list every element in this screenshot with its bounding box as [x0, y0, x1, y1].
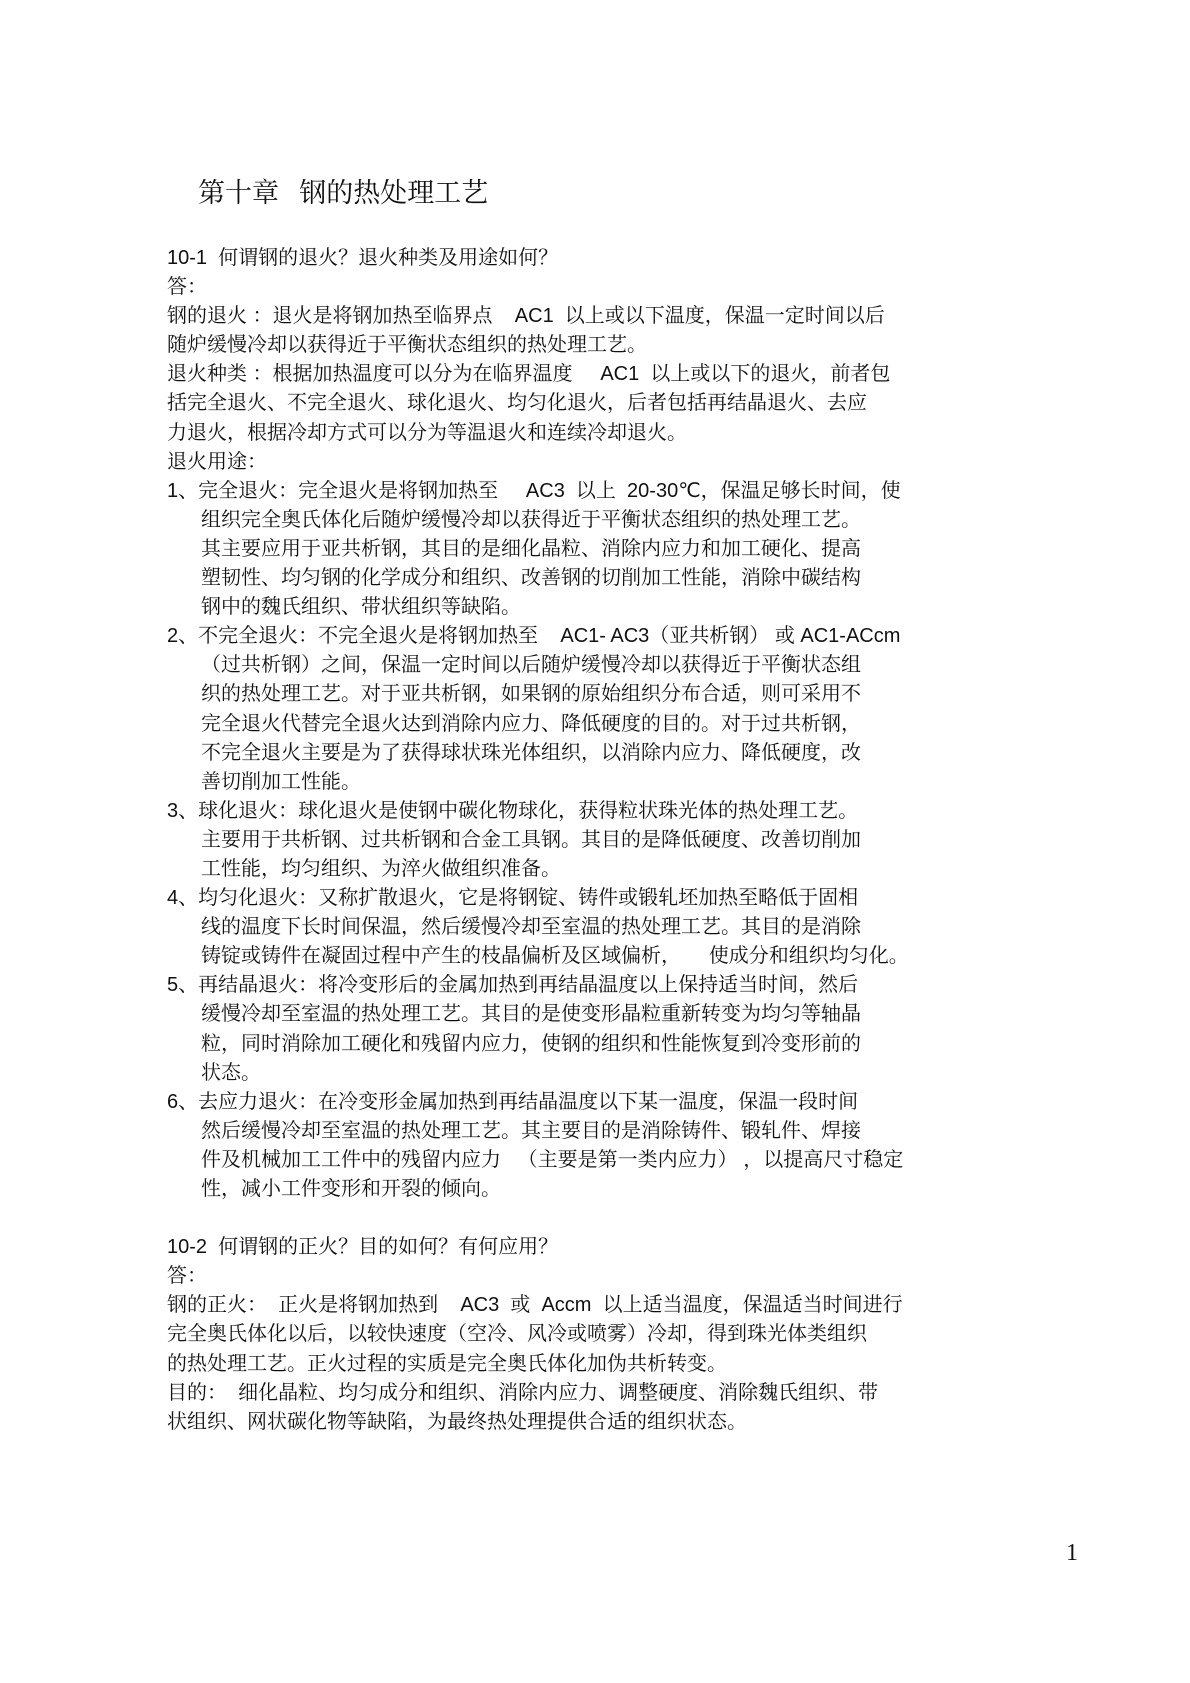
text-line: 3、球化退火：球化退火是使钢中碳化物球化，获得粒状珠光体的热处理工艺。 — [167, 799, 859, 822]
text-line: 性，减小工件变形和开裂的倾向。 — [201, 1178, 501, 1200]
text-line: 工性能，均匀组织、为淬火做组织准备。 — [201, 857, 561, 880]
normalizing-answer — [167, 1291, 967, 1436]
text-line: 退火用途： — [167, 450, 267, 473]
text-line: 塑韧性、均匀钢的化学成分和组织、改善钢的切削加工性能，消除中碳结构 — [201, 567, 861, 590]
text-line: 织的热处理工艺。对于亚共析钢，如果钢的原始组织分布合适，则可采用不 — [201, 683, 861, 706]
text-line: 状态。 — [201, 1061, 261, 1084]
question-10-1: 10-1 何谓钢的退火？退火种类及用途如何？ — [167, 247, 559, 269]
list-item — [167, 622, 967, 797]
annealing-definition — [167, 302, 967, 477]
text-line: 随炉缓慢冷却以获得近于平衡状态组织的热处理工艺。 — [167, 334, 647, 357]
text-line: 组织完全奥氏体化后随炉缓慢冷却以获得近于平衡状态组织的热处理工艺。 — [201, 508, 861, 531]
text-line: 2、不完全退火：不完全退火是将钢加热至 AC1- AC3（亚共析钢） 或 AC1-ACcm — [167, 625, 901, 648]
text-line: （过共析钢）之间，保温一定时间以后随炉缓慢冷却以获得近于平衡状态组 — [201, 654, 861, 677]
text-line: 状组织、网状碳化物等缺陷，为最终热处理提供合适的组织状态。 — [167, 1410, 747, 1433]
text-line: 线的温度下长时间保温，然后缓慢冷却至室温的热处理工艺。其目的是消除 — [201, 916, 861, 939]
list-item — [167, 971, 967, 1087]
answer-label: 答： — [167, 276, 207, 299]
text-line: 缓慢冷却至室温的热处理工艺。其目的是使变形晶粒重新转变为均匀等轴晶 — [201, 1003, 861, 1026]
text-line: 主要用于共析钢、过共析钢和合金工具钢。其目的是降低硬度、改善切削加 — [201, 828, 861, 851]
text-line: 的热处理工艺。正火过程的实质是完全奥氏体化加伪共析转变。 — [167, 1352, 727, 1375]
text-line: 4、均匀化退火：又称扩散退火，它是将钢锭、铸件或锻轧坯加热至略低于固相 — [167, 887, 859, 910]
text-line: 件及机械加工工件中的残留内应力 （主要是第一类内应力） ，以提高尺寸稳定 — [201, 1148, 904, 1171]
text-line: 力退火，根据冷却方式可以分为等温退火和连续冷却退火。 — [167, 421, 687, 444]
chapter-title: 第十章 钢的热处理工艺 — [198, 178, 489, 208]
list-item — [167, 884, 967, 971]
text-line: 退火种类 ：根据加热温度可以分为在临界温度 AC1 以上或以下的退火，前者包 — [167, 363, 891, 386]
text-line: 完全奥氏体化以后，以较快速度（空冷、风冷或喷雾）冷却，得到珠光体类组织 — [167, 1323, 867, 1346]
text-line: 钢中的魏氏组织、带状组织等缺陷。 — [201, 596, 521, 619]
document-body — [167, 244, 967, 1437]
question-10-2: 10-2 何谓钢的正火？目的如何？有何应用？ — [167, 1236, 559, 1259]
text-line: 其主要应用于亚共析钢，其目的是细化晶粒、消除内应力和加工硬化、提高 — [201, 537, 861, 560]
text-line: 完全退火代替完全退火达到消除内应力、降低硬度的目的。对于过共析钢， — [201, 712, 861, 735]
text-line: 铸锭或铸件在凝固过程中产生的枝晶偏析及区域偏析， 使成分和组织均匀化。 — [201, 945, 909, 968]
text-line: 6、去应力退火：在冷变形金属加热到再结晶温度以下某一温度，保温一段时间 — [167, 1090, 859, 1113]
text-line: 钢的退火 ：退火是将钢加热至临界点 AC1 以上或以下温度，保温一定时间以后 — [167, 305, 885, 328]
page-number: 1 — [1066, 1540, 1078, 1566]
list-item — [167, 1088, 967, 1204]
text-line: 目的： 细化晶粒、均匀成分和组织、消除内应力、调整硬度、消除魏氏组织、带 — [167, 1381, 879, 1404]
text-line: 然后缓慢冷却至室温的热处理工艺。其主要目的是消除铸件、锻轧件、焊接 — [201, 1119, 861, 1142]
text-line: 钢的正火： 正火是将钢加热到 AC3 或 Accm 以上适当温度，保温适当时间进行 — [167, 1294, 903, 1317]
text-line: 1、完全退火：完全退火是将钢加热至 AC3 以上 20-30℃，保温足够长时间，使 — [167, 479, 901, 502]
answer-label: 答： — [167, 1265, 207, 1288]
text-line: 括完全退火、不完全退火、球化退火、均匀化退火，后者包括再结晶退火、去应 — [167, 392, 867, 415]
text-line: 不完全退火主要是为了获得球状珠光体组织，以消除内应力、降低硬度，改 — [201, 741, 861, 764]
list-item — [167, 477, 967, 622]
text-line: 善切削加工性能。 — [201, 770, 361, 793]
text-line: 5、再结晶退火：将冷变形后的金属加热到再结晶温度以上保持适当时间，然后 — [167, 974, 859, 997]
list-item — [167, 797, 967, 884]
text-line: 粒，同时消除加工硬化和残留内应力，使钢的组织和性能恢复到冷变形前的 — [201, 1032, 861, 1055]
annealing-uses-list — [167, 477, 967, 1204]
